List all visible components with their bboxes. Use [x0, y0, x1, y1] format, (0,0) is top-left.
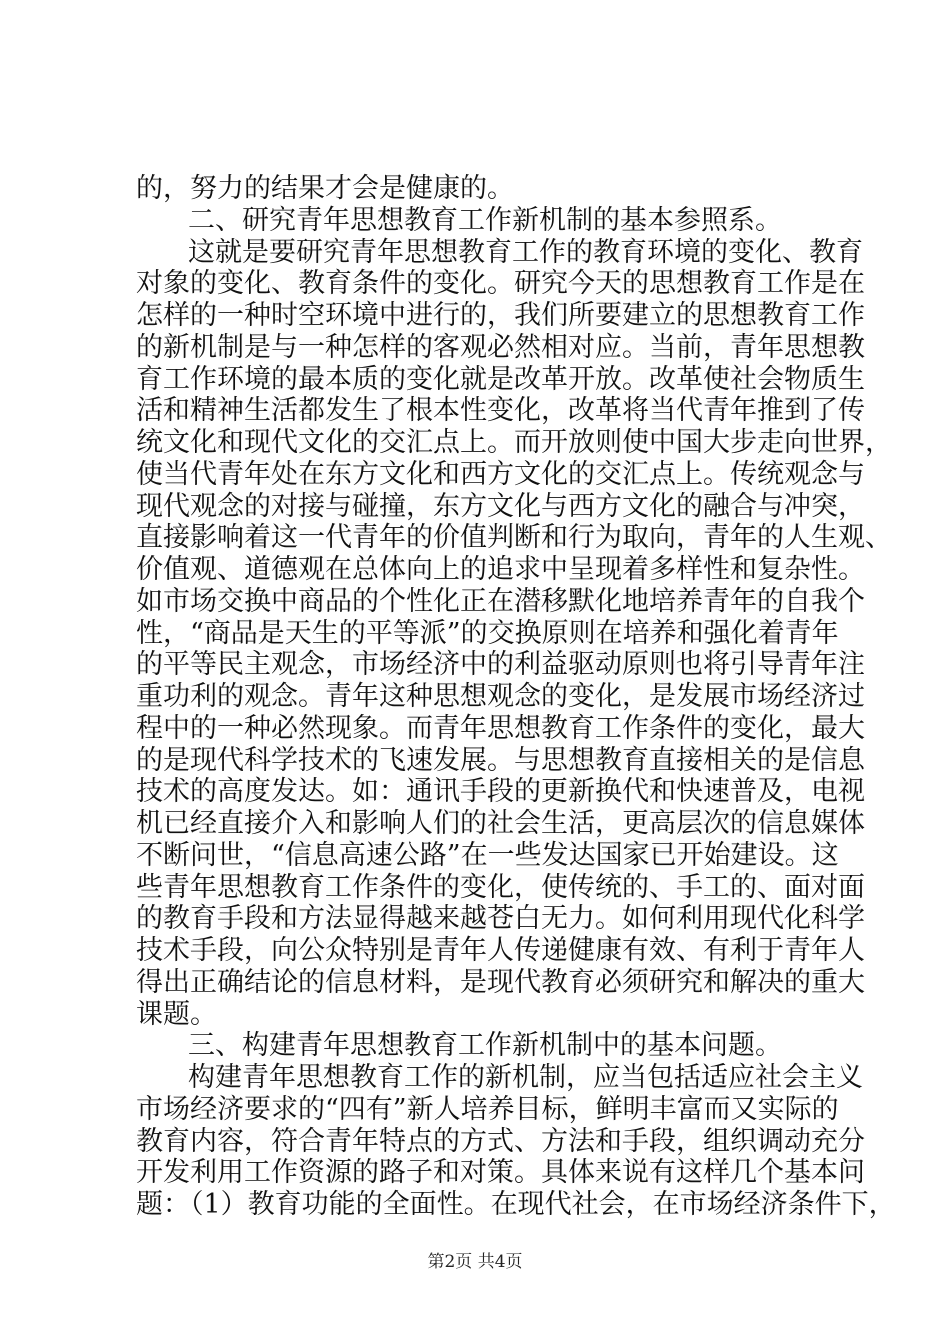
section-heading-3: 三、构建青年思想教育工作新机制中的基本问题。 — [188, 1030, 782, 1062]
text-line: 使当代青年处在东方文化和西方文化的交汇点上。传统观念与 — [136, 458, 865, 490]
text-line: 构建青年思想教育工作的新机制，应当包括适应社会主义 — [188, 1062, 863, 1093]
text-line: 开发利用工作资源的路子和对策。具体来说有这样几个基本问 — [136, 1157, 865, 1189]
text-line: 的，努力的结果才会是健康的。 — [136, 173, 514, 204]
text-line: 重功利的观念。青年这种思想观念的变化，是发展市场经济过 — [136, 681, 865, 712]
text-line: 直接影响着这一代青年的价值判断和行为取向，青年的人生观、 — [136, 522, 892, 554]
text-line: 课题。 — [136, 998, 217, 1030]
text-line: 的平等民主观念，市场经济中的利益驱动原则也将引导青年注 — [136, 649, 865, 681]
text-line: 活和精神生活都发生了根本性变化，改革将当代青年推到了传 — [136, 395, 865, 427]
text-line: 怎样的一种时空环境中进行的，我们所要建立的思想教育工作 — [136, 300, 865, 331]
body-text — [136, 173, 896, 1221]
text-line: 的教育手段和方法显得越来越苍白无力。如何利用现代化科学 — [136, 903, 865, 935]
text-line: 技术手段，向公众特别是青年人传递健康有效、有利于青年人 — [136, 935, 865, 966]
text-line: 不断问世，“信息高速公路”在一些发达国家已开始建设。这 — [136, 839, 839, 871]
text-line: 题：（1）教育功能的全面性。在现代社会，在市场经济条件下， — [136, 1189, 896, 1220]
text-line: 的是现代科学技术的飞速发展。与思想教育直接相关的是信息 — [136, 744, 865, 776]
section-heading-2: 二、研究青年思想教育工作新机制的基本参照系。 — [188, 204, 782, 236]
text-line: 技术的高度发达。如：通讯手段的更新换代和快速普及，电视 — [136, 776, 865, 808]
text-line: 对象的变化、教育条件的变化。研究今天的思想教育工作是在 — [136, 268, 865, 300]
text-line: 如市场交换中商品的个性化正在潜移默化地培养青年的自我个 — [136, 585, 865, 617]
text-line: 价值观、道德观在总体向上的追求中呈现着多样性和复杂性。 — [136, 554, 865, 585]
text-line: 性，“商品是天生的平等派”的交换原则在培养和强化着青年 — [136, 617, 839, 649]
text-line: 这就是要研究青年思想教育工作的教育环境的变化、教育 — [188, 236, 863, 268]
text-line: 些青年思想教育工作条件的变化，使传统的、手工的、面对面 — [136, 871, 865, 903]
page-number-footer: 第2页 共4页 — [427, 1252, 523, 1272]
text-line: 机已经直接介入和影响人们的社会生活，更高层次的信息媒体 — [136, 808, 865, 839]
text-line: 市场经济要求的“四有”新人培养目标，鲜明丰富而又实际的 — [136, 1093, 839, 1125]
text-line: 现代观念的对接与碰撞，东方文化与西方文化的融合与冲突， — [136, 490, 865, 522]
text-line: 育工作环境的最本质的变化就是改革开放。改革使社会物质生 — [136, 363, 865, 395]
text-line: 统文化和现代文化的交汇点上。而开放则使中国大步走向世界， — [136, 427, 892, 458]
text-line: 得出正确结论的信息材料，是现代教育必须研究和解决的重大 — [136, 966, 865, 998]
text-line: 的新机制是与一种怎样的客观必然相对应。当前，青年思想教 — [136, 331, 865, 363]
text-line: 程中的一种必然现象。而青年思想教育工作条件的变化，最大 — [136, 712, 865, 744]
text-line: 教育内容，符合青年特点的方式、方法和手段，组织调动充分 — [136, 1125, 865, 1157]
